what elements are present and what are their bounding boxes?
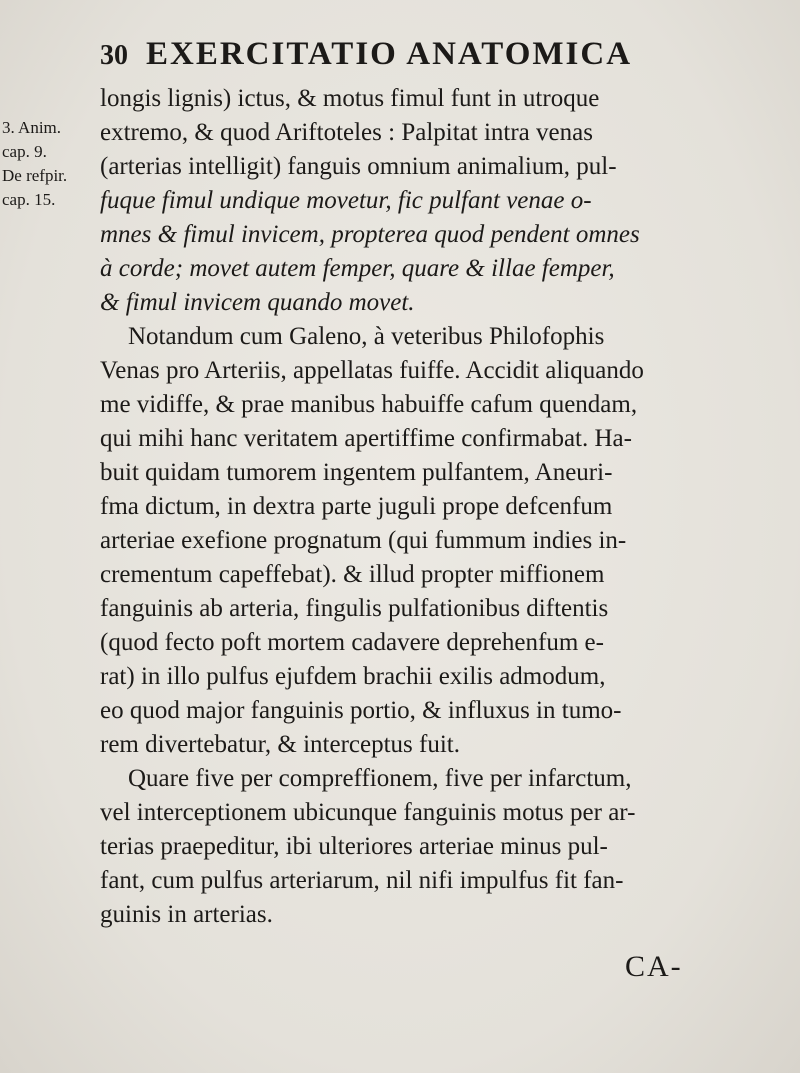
text-line: & fimul invicem quando movet. xyxy=(100,289,415,316)
text-line: Quare five per compreffionem, five per infarctum, xyxy=(128,765,632,792)
text-line: Notandum cum Galeno, à veteribus Philofophis xyxy=(128,323,605,350)
text-line: extremo, & quod Ariftoteles : Palpitat intra venas xyxy=(100,119,593,146)
margin-note: De refpir. xyxy=(2,166,68,185)
text-line: Venas pro Arteriis, appellatas fuiffe. Accidit aliquando xyxy=(100,357,644,384)
text-line: à corde; movet autem femper, quare & illae femper, xyxy=(100,255,615,282)
running-title: EXERCITATIO ANATOMICA xyxy=(146,36,633,72)
text-line: rat) in illo pulfus ejufdem brachii exilis admodum, xyxy=(100,663,606,690)
text-line: fanguinis ab arteria, fingulis pulfationibus diftentis xyxy=(100,595,609,622)
text-line: guinis in arterias. xyxy=(100,901,273,928)
text-line: rem divertebatur, & interceptus fuit. xyxy=(100,731,460,758)
margin-notes xyxy=(2,116,92,212)
text-line: me vidiffe, & prae manibus habuiffe cafum quendam, xyxy=(100,391,638,418)
text-line: fma dictum, in dextra parte juguli prope defcenfum xyxy=(100,493,613,520)
body-text xyxy=(100,82,740,932)
text-line: fuque fimul undique movetur, fic pulfant venae o- xyxy=(100,187,592,214)
page-number: 30 xyxy=(100,40,128,71)
text-line: vel interceptionem ubicunque fanguinis motus per ar- xyxy=(100,799,636,826)
text-line: fant, cum pulfus arteriarum, nil nifi impulfus fit fan- xyxy=(100,867,624,894)
text-line: (arterias intelligit) fanguis omnium animalium, pul- xyxy=(100,153,617,180)
text-line: qui mihi hanc veritatem apertiffime confirmabat. Ha- xyxy=(100,425,632,452)
text-line: longis lignis) ictus, & motus fimul funt in utroque xyxy=(100,85,600,112)
text-line: arteriae exefione prognatum (qui fummum indies in- xyxy=(100,527,627,554)
running-head xyxy=(100,36,740,73)
text-line: (quod fecto poft mortem cadavere deprehenfum e- xyxy=(100,629,604,656)
margin-note: 3. Anim. xyxy=(2,118,62,137)
margin-note: cap. 15. xyxy=(2,190,56,209)
text-line: mnes & fimul invicem, propterea quod pendent omnes xyxy=(100,221,640,248)
text-line: eo quod major fanguinis portio, & influxus in tumo- xyxy=(100,697,622,724)
text-line: crementum capeffebat). & illud propter miffionem xyxy=(100,561,605,588)
margin-note: cap. 9. xyxy=(2,142,47,161)
text-line: terias praepeditur, ibi ulteriores arteriae minus pul- xyxy=(100,833,608,860)
text-line: buit quidam tumorem ingentem pulfantem, Aneuri- xyxy=(100,459,613,486)
catchword: CA- xyxy=(625,950,683,983)
